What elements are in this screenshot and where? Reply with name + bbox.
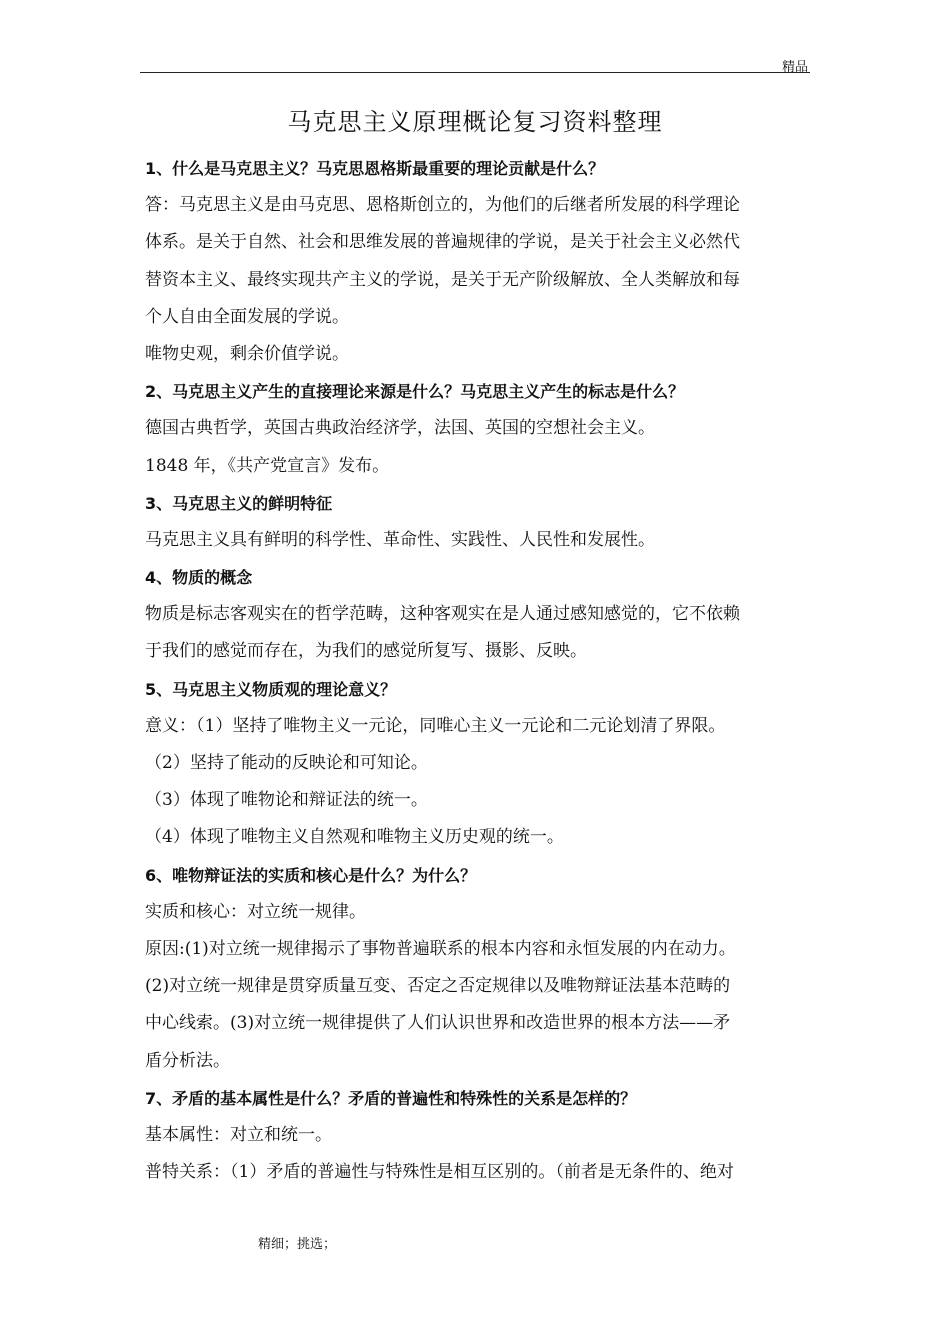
question-heading: 7、矛盾的基本属性是什么？矛盾的普遍性和特殊性的关系是怎样的？ [145,1088,637,1108]
header-rule [140,72,810,73]
body-line: 实质和核心：对立统一规律。 [145,901,366,922]
question-heading: 2、马克思主义产生的直接理论来源是什么？马克思主义产生的标志是什么？ [145,382,685,402]
body-line: 普特关系：（1）矛盾的普遍性与特殊性是相互区别的。（前者是无条件的、绝对 [145,1162,734,1183]
document-body [145,150,809,1191]
document-title: 马克思主义原理概论复习资料整理 [287,108,663,136]
question-heading: 4、物质的概念 [145,568,253,588]
body-line: 于我们的感觉而存在，为我们的感觉所复写、摄影、反映。 [145,641,587,662]
body-line: (2)对立统一规律是贯穿质量互变、否定之否定规律以及唯物辩证法基本范畴的 [145,976,731,997]
header-label: 精品 [781,60,808,75]
body-line: （3）体现了唯物论和辩证法的统一。 [145,790,428,811]
question-heading: 5、马克思主义物质观的理论意义？ [145,679,397,699]
body-line: 替资本主义、最终实现共产主义的学说，是关于无产阶级解放、全人类解放和每 [145,269,740,290]
question-heading: 1、什么是马克思主义？马克思恩格斯最重要的理论贡献是什么？ [145,159,605,178]
body-line: 体系。是关于自然、社会和思维发展的普遍规律的学说，是关于社会主义必然代 [145,232,740,253]
question-heading: 6、唯物辩证法的实质和核心是什么？为什么？ [145,865,477,885]
body-line: （4）体现了唯物主义自然观和唯物主义历史观的统一。 [145,827,564,848]
body-line: 原因:(1)对立统一规律揭示了事物普遍联系的根本内容和永恒发展的内在动力。 [145,938,736,959]
body-line: 德国古典哲学，英国古典政治经济学，法国、英国的空想社会主义。 [145,418,655,439]
body-line: 个人自由全面发展的学说。 [145,306,349,327]
body-line: 1848 年，《共产党宣言》发布。 [145,455,390,476]
body-line: 答：马克思主义是由马克思、恩格斯创立的，为他们的后继者所发展的科学理论 [145,195,740,216]
body-line: 唯物史观，剩余价值学说。 [145,343,349,364]
footer-text: 精细；挑选； [258,1237,337,1252]
body-line: 中心线索。(3)对立统一规律提供了人们认识世界和改造世界的根本方法——矛 [145,1013,731,1034]
body-line: 意义：（1）坚持了唯物主义一元论，同唯心主义一元论和二元论划清了界限。 [145,715,726,736]
body-line: 马克思主义具有鲜明的科学性、革命性、实践性、人民性和发展性。 [145,529,655,550]
body-line: （2）坚持了能动的反映论和可知论。 [145,753,428,773]
body-line: 物质是标志客观实在的哲学范畴，这种客观实在是人通过感知感觉的，它不依赖 [145,604,740,625]
question-heading: 3、马克思主义的鲜明特征 [145,493,333,513]
body-line: 基本属性：对立和统一。 [145,1124,332,1145]
body-line: 盾分析法。 [145,1050,230,1071]
